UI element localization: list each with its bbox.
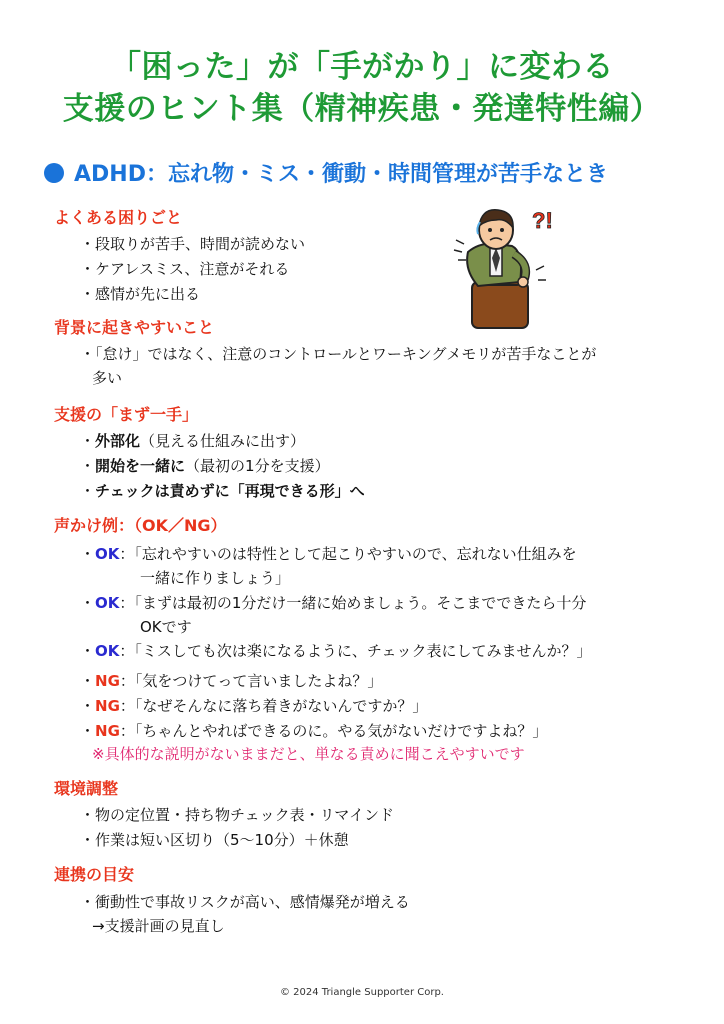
- ok-phrase: ・OK：「まずは最初の1分だけ一緒に始めましょう。そこまでできたら十分: [80, 594, 587, 612]
- warning-note: ※具体的な説明がないままだと、単なる責めに聞こえやすいです: [92, 745, 525, 763]
- list-item: ・作業は短い区切り（5〜10分）＋休憩: [80, 831, 349, 849]
- worried-businessman-illustration: [450, 200, 570, 336]
- list-item: ・段取りが苦手、時間が読めない: [80, 235, 306, 253]
- page-title-line2: 支援のヒント集（精神疾患・発達特性編）: [62, 91, 662, 127]
- list-item: ・衝動性で事故リスクが高い、感情爆発が増える: [80, 893, 410, 911]
- section-lead: [44, 160, 704, 190]
- list-item: ・感情が先に出る: [80, 285, 201, 303]
- list-item-continuation: 多い: [92, 369, 123, 387]
- list-item: ・開始を一緒に（最初の1分を支援）: [80, 457, 330, 475]
- lead-text: ADHD：忘れ物・ミス・衝動・時間管理が苦手なとき: [74, 162, 608, 187]
- list-item-continuation: →支援計画の見直し: [92, 917, 225, 935]
- list-item: ・「怠け」ではなく、注意のコントロールとワーキングメモリが苦手なことが: [80, 345, 597, 363]
- list-item: ・物の定位置・持ち物チェック表・リマインド: [80, 806, 394, 824]
- heading-coordination: 連携の目安: [54, 865, 135, 884]
- list-item: ・外部化（見える仕組みに出す）: [80, 432, 306, 450]
- bullet-dot-icon: [44, 163, 64, 183]
- ok-phrase: ・OK：「忘れやすいのは特性として起こりやすいので、忘れない仕組みを: [80, 545, 577, 563]
- list-item: ・チェックは責めずに「再現できる形」へ: [80, 482, 365, 500]
- heading-environment: 環境調整: [54, 779, 119, 798]
- ok-phrase: ・OK：「ミスしても次は楽になるように、チェック表にしてみませんか？」: [80, 642, 592, 660]
- ng-phrase: ・NG：「ちゃんとやればできるのに。やる気がないだけですよね？」: [80, 722, 548, 740]
- ng-phrase: ・NG：「なぜそんなに落ち着きがないんですか？」: [80, 697, 428, 715]
- heading-background: 背景に起きやすいこと: [54, 318, 215, 337]
- ok-phrase-continuation: 一緒に作りましょう」: [140, 569, 291, 587]
- list-item: ・ケアレスミス、注意がそれる: [80, 260, 290, 278]
- heading-troubles: よくある困りごと: [54, 208, 183, 227]
- ng-phrase: ・NG：「気をつけてって言いましたよね？」: [80, 672, 383, 690]
- briefcase-icon: [472, 282, 528, 328]
- ok-phrase-continuation: OKです: [140, 618, 192, 636]
- question-exclamation-icon: ?!: [532, 208, 553, 233]
- page-title-line1: 「困った」が「手がかり」に変わる: [110, 49, 614, 85]
- footer-copyright: © 2024 Triangle Supporter Corp.: [280, 987, 444, 998]
- heading-first-step: 支援の「まず一手」: [54, 405, 199, 424]
- heading-phrases: 声かけ例：（OK／NG）: [54, 516, 227, 535]
